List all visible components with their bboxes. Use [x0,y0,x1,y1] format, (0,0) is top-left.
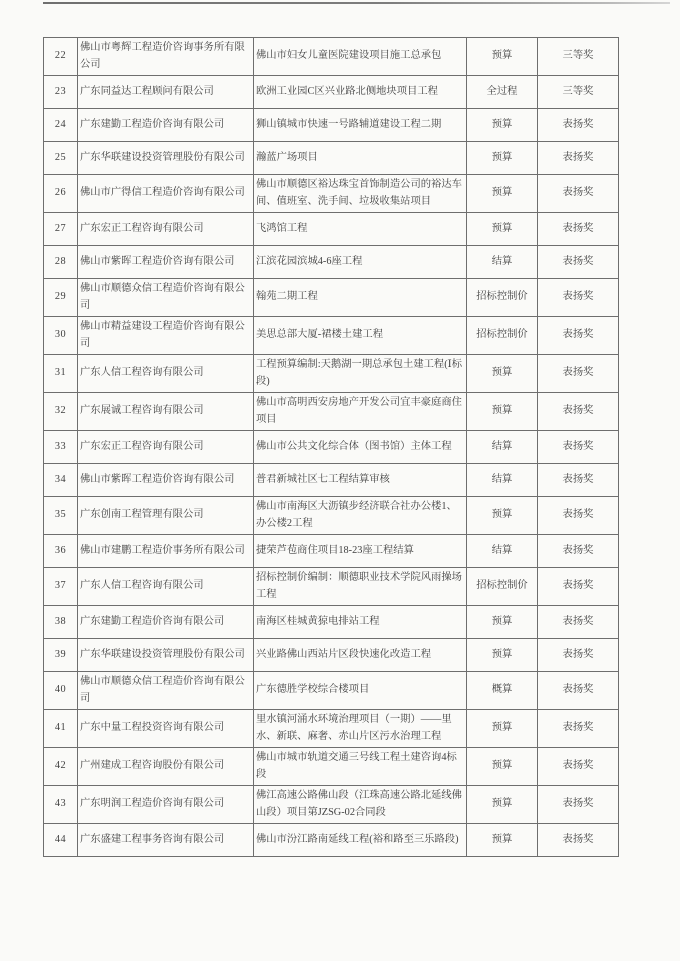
company-name-cell: 佛山市建鹏工程造价事务所有限公司 [78,535,254,568]
awards-table-body [44,38,619,857]
company-name-cell: 佛山市粤辉工程造价咨询事务所有限公司 [78,38,254,76]
project-name-cell: 佛山市南海区大沥镇步经济联合社办公楼1、办公楼2工程 [254,497,467,535]
company-name-cell: 广东展诚工程咨询有限公司 [78,393,254,431]
row-number-cell: 41 [44,710,78,748]
award-cell: 表扬奖 [538,786,619,824]
company-name-cell: 佛山市顺德众信工程造价咨询有限公司 [78,279,254,317]
service-type-cell: 预算 [467,606,538,639]
service-type-cell: 预算 [467,786,538,824]
project-name-cell: 狮山镇城市快速一号路辅道建设工程二期 [254,109,467,142]
row-number-cell: 36 [44,535,78,568]
award-cell: 三等奖 [538,38,619,76]
row-number-cell: 31 [44,355,78,393]
award-cell: 表扬奖 [538,606,619,639]
table-row [44,497,619,535]
table-row [44,568,619,606]
row-number-cell: 42 [44,748,78,786]
company-name-cell: 广东宏正工程咨询有限公司 [78,213,254,246]
project-name-cell: 佛山市公共文化综合体（图书馆）主体工程 [254,431,467,464]
row-number-cell: 24 [44,109,78,142]
row-number-cell: 37 [44,568,78,606]
award-cell: 表扬奖 [538,431,619,464]
project-name-cell: 工程预算编制:天鹅湖一期总承包土建工程(Ⅰ标段) [254,355,467,393]
company-name-cell: 广东华联建设投资管理股份有限公司 [78,142,254,175]
row-number-cell: 33 [44,431,78,464]
row-number-cell: 44 [44,824,78,857]
row-number-cell: 35 [44,497,78,535]
service-type-cell: 招标控制价 [467,317,538,355]
award-cell: 表扬奖 [538,393,619,431]
award-cell: 表扬奖 [538,109,619,142]
row-number-cell: 34 [44,464,78,497]
table-row [44,109,619,142]
service-type-cell: 预算 [467,710,538,748]
row-number-cell: 25 [44,142,78,175]
row-number-cell: 38 [44,606,78,639]
company-name-cell: 广东建勤工程造价咨询有限公司 [78,109,254,142]
table-row [44,279,619,317]
company-name-cell: 佛山市顺德众信工程造价咨询有限公司 [78,672,254,710]
service-type-cell: 预算 [467,355,538,393]
project-name-cell: 佛江高速公路佛山段（江珠高速公路北延线佛山段）项目第JZSG-02合同段 [254,786,467,824]
project-name-cell: 普君新城社区七工程结算审核 [254,464,467,497]
company-name-cell: 广东中量工程投资咨询有限公司 [78,710,254,748]
award-cell: 表扬奖 [538,246,619,279]
company-name-cell: 广东盛建工程事务咨询有限公司 [78,824,254,857]
row-number-cell: 28 [44,246,78,279]
row-number-cell: 26 [44,175,78,213]
row-number-cell: 43 [44,786,78,824]
project-name-cell: 翰苑二期工程 [254,279,467,317]
service-type-cell: 结算 [467,431,538,464]
service-type-cell: 结算 [467,464,538,497]
award-cell: 表扬奖 [538,355,619,393]
service-type-cell: 招标控制价 [467,279,538,317]
project-name-cell: 美思总部大厦-裙楼土建工程 [254,317,467,355]
service-type-cell: 招标控制价 [467,568,538,606]
service-type-cell: 预算 [467,824,538,857]
table-row [44,38,619,76]
table-row [44,748,619,786]
table-row [44,355,619,393]
awards-table-container [43,37,618,857]
table-row [44,213,619,246]
award-cell: 表扬奖 [538,710,619,748]
table-row [44,824,619,857]
project-name-cell: 佛山市高明西安房地产开发公司宜丰豪庭商住项目 [254,393,467,431]
project-name-cell: 佛山市妇女儿童医院建设项目施工总承包 [254,38,467,76]
project-name-cell: 欧洲工业园C区兴业路北侧地块项目工程 [254,76,467,109]
table-row [44,710,619,748]
award-cell: 表扬奖 [538,824,619,857]
table-row [44,175,619,213]
company-name-cell: 广东同益达工程顾问有限公司 [78,76,254,109]
project-name-cell: 招标控制价编制：顺德职业技术学院风雨操场工程 [254,568,467,606]
service-type-cell: 预算 [467,393,538,431]
award-cell: 表扬奖 [538,213,619,246]
service-type-cell: 预算 [467,213,538,246]
company-name-cell: 广东华联建设投资管理股份有限公司 [78,639,254,672]
table-row [44,639,619,672]
award-cell: 表扬奖 [538,497,619,535]
project-name-cell: 捷荣芦苞商住项目18-23座工程结算 [254,535,467,568]
service-type-cell: 预算 [467,38,538,76]
company-name-cell: 佛山市精益建设工程造价咨询有限公司 [78,317,254,355]
company-name-cell: 广东创南工程管理有限公司 [78,497,254,535]
award-cell: 表扬奖 [538,464,619,497]
company-name-cell: 广东人信工程咨询有限公司 [78,355,254,393]
table-row [44,76,619,109]
service-type-cell: 预算 [467,639,538,672]
row-number-cell: 40 [44,672,78,710]
service-type-cell: 预算 [467,142,538,175]
awards-table [43,37,619,857]
project-name-cell: 江滨花园滨城4-6座工程 [254,246,467,279]
project-name-cell: 南海区桂城黄猄电排站工程 [254,606,467,639]
service-type-cell: 概算 [467,672,538,710]
table-row [44,786,619,824]
project-name-cell: 广东德胜学校综合楼项目 [254,672,467,710]
award-cell: 表扬奖 [538,317,619,355]
service-type-cell: 结算 [467,535,538,568]
table-row [44,431,619,464]
service-type-cell: 结算 [467,246,538,279]
table-row [44,672,619,710]
award-cell: 表扬奖 [538,748,619,786]
scan-artifact-line [43,2,670,4]
table-row [44,393,619,431]
table-row [44,464,619,497]
project-name-cell: 佛山市汾江路南延线工程(裕和路至三乐路段) [254,824,467,857]
service-type-cell: 全过程 [467,76,538,109]
company-name-cell: 广东人信工程咨询有限公司 [78,568,254,606]
award-cell: 表扬奖 [538,535,619,568]
row-number-cell: 23 [44,76,78,109]
table-row [44,246,619,279]
table-row [44,535,619,568]
award-cell: 表扬奖 [538,672,619,710]
table-row [44,142,619,175]
service-type-cell: 预算 [467,748,538,786]
service-type-cell: 预算 [467,109,538,142]
award-cell: 三等奖 [538,76,619,109]
company-name-cell: 佛山市广得信工程造价咨询有限公司 [78,175,254,213]
project-name-cell: 里水镇河涌水环境治理项目（一期）——里水、新联、麻奢、赤山片区污水治理工程 [254,710,467,748]
award-cell: 表扬奖 [538,279,619,317]
service-type-cell: 预算 [467,497,538,535]
project-name-cell: 佛山市城市轨道交通三号线工程土建咨询4标段 [254,748,467,786]
row-number-cell: 30 [44,317,78,355]
project-name-cell: 飞鸿馆工程 [254,213,467,246]
company-name-cell: 佛山市紫晖工程造价咨询有限公司 [78,464,254,497]
award-cell: 表扬奖 [538,175,619,213]
company-name-cell: 佛山市紫晖工程造价咨询有限公司 [78,246,254,279]
row-number-cell: 27 [44,213,78,246]
row-number-cell: 32 [44,393,78,431]
table-row [44,317,619,355]
project-name-cell: 佛山市顺德区裕达珠宝首饰制造公司的裕达车间、值班室、洗手间、垃圾收集站项目 [254,175,467,213]
award-cell: 表扬奖 [538,142,619,175]
company-name-cell: 广州建成工程咨询股份有限公司 [78,748,254,786]
row-number-cell: 29 [44,279,78,317]
company-name-cell: 广东明润工程造价咨询有限公司 [78,786,254,824]
table-row [44,606,619,639]
award-cell: 表扬奖 [538,639,619,672]
service-type-cell: 预算 [467,175,538,213]
company-name-cell: 广东建勤工程造价咨询有限公司 [78,606,254,639]
row-number-cell: 22 [44,38,78,76]
company-name-cell: 广东宏正工程咨询有限公司 [78,431,254,464]
project-name-cell: 瀚蓝广场项目 [254,142,467,175]
award-cell: 表扬奖 [538,568,619,606]
row-number-cell: 39 [44,639,78,672]
project-name-cell: 兴业路佛山西站片区段快速化改造工程 [254,639,467,672]
